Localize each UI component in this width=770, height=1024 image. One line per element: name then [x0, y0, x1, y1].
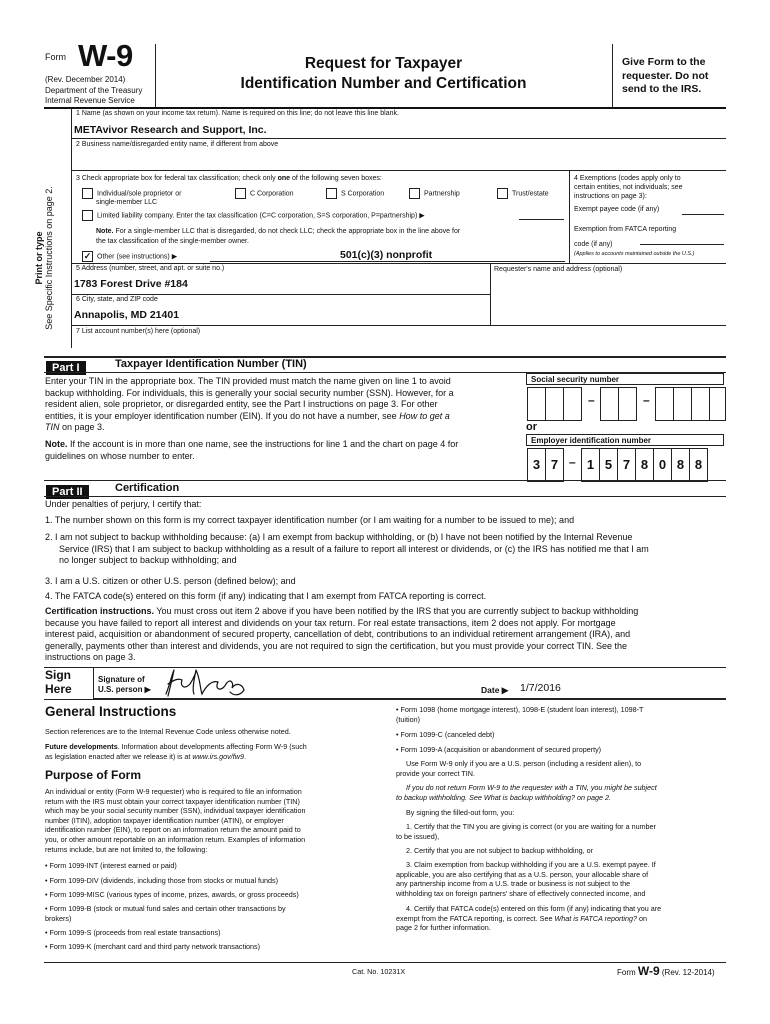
certify-item-1: 1. Certify that the TIN you are giving is correct (or you are waiting for a number to be issued),: [396, 822, 656, 841]
cert-item-2: 2. I am not subject to backup withholding because: (a) I am exempt from backup withholding, or (b) I have not been notified by the Internal Revenue Service (IRS) that I am subject to backup withholding as a result of a failure to report all interest or dividends, or (c) the IRS has notified me that I am no longer subject to backup withholding; and: [45, 532, 649, 565]
signature[interactable]: [160, 666, 250, 700]
line5-label: 5 Address (number, street, and apt. or suite no.): [76, 265, 225, 272]
checkbox-partnership[interactable]: [409, 188, 420, 199]
address-field[interactable]: 1783 Forest Drive #184: [74, 278, 188, 290]
requester-label: Requester's name and address (optional): [494, 266, 623, 273]
option-c-corp[interactable]: C Corporation: [235, 188, 294, 199]
purpose-title: Purpose of Form: [45, 768, 142, 782]
ssn-digit[interactable]: [563, 387, 582, 421]
part1-title: Taxpayer Identification Number (TIN): [115, 358, 307, 370]
certify-item-3: 3. Claim exemption from backup withholding if you are a U.S. exempt payee. If applicable, you are also certifying that as a U.S. person, your allocable share of any partnership income from a U.S. trade or business is not subject to the withholding tax on foreign partners' share of effectively connected income, and: [396, 860, 656, 898]
bullet-1099-b: • Form 1099-B (stock or mutual fund sales and certain other transactions by brokers): [45, 904, 286, 923]
option-individual[interactable]: Individual/sole proprietor or: [82, 188, 181, 199]
line1-label: 1 Name (as shown on your income tax return). Name is required on this line; do not leave this line blank.: [76, 110, 399, 117]
bullet-1099-div: • Form 1099-DIV (dividends, including those from stocks or mutual funds): [45, 876, 279, 885]
ein-digit[interactable]: 0: [653, 448, 672, 482]
signature-label: Signature of U.S. person ▶: [98, 675, 151, 694]
checkbox-llc[interactable]: [82, 210, 93, 221]
ein-digit[interactable]: 7: [545, 448, 564, 482]
department: Department of the Treasury: [45, 86, 143, 95]
bullet-1099-k: • Form 1099-K (merchant card and third party network transactions): [45, 942, 261, 951]
general-instructions-title: General Instructions: [45, 704, 177, 719]
form-label: Form: [45, 52, 66, 62]
ssn-dash: –: [588, 393, 595, 407]
bullet-1099-misc: • Form 1099-MISC (various types of income, prizes, awards, or gross proceeds): [45, 890, 299, 899]
date-field[interactable]: 1/7/2016: [520, 682, 561, 694]
by-signing-text: By signing the filled-out form, you:: [406, 808, 515, 817]
form-title: Request for Taxpayer Identification Number and Certification: [240, 55, 527, 92]
ein-digit[interactable]: 8: [671, 448, 690, 482]
ssn-digit[interactable]: [691, 387, 710, 421]
cert-instructions: Certification instructions. You must cross out item 2 above if you have been notified by the IRS that you are currently subject to backup withholding because you have failed to report all interest and dividends on your tax return. For real estate transactions, item 2 does not apply. For mortgage interest paid, acquisition or abandonment of secured property, cancellation of debt, contributions to an individual retirement arrangement (IRA), and generally, payments other than interest and dividends, you are not required to sign the certification, but you must provide your correct TIN. See the instructions on page 3.: [45, 606, 639, 662]
certify-item-2: 2. Certify that you are not subject to backup withholding, or: [406, 846, 593, 855]
option-individual-2: single-member LLC: [96, 199, 158, 206]
exempt-payee-label: Exempt payee code (if any): [574, 206, 660, 213]
ssn-dash: –: [643, 393, 650, 407]
ssn-digit[interactable]: [545, 387, 564, 421]
other-value[interactable]: 501(c)(3) nonprofit: [340, 249, 433, 261]
bullet-1099-a: • Form 1099-A (acquisition or abandonment of secured property): [396, 745, 602, 754]
fatca-label: Exemption from FATCA reporting code (if any): [574, 226, 677, 248]
fatca-applies: (Applies to accounts maintained outside the U.S.): [574, 251, 695, 257]
purpose-text: An individual or entity (Form W-9 requester) who is required to file an information return with the IRS must obtain your correct taxpayer identification number (TIN) which may be your social security number (SSN), individual taxpayer identification number (ITIN), adoption taxpayer identification number (ATIN), or employer identification number (EIN), to report on an information return the amount paid to you, or other amount reportable on an information return. Examples of information returns include, but are not limited to, the following:: [45, 787, 306, 854]
option-partnership[interactable]: Partnership: [409, 188, 460, 199]
checkbox-s-corp[interactable]: [326, 188, 337, 199]
section-references: Section references are to the Internal Revenue Code unless otherwise noted.: [45, 727, 291, 736]
bullet-1098: • Form 1098 (home mortgage interest), 1098-E (student loan interest), 1098-T (tuition): [396, 705, 644, 724]
name-field[interactable]: METAvivor Research and Support, Inc.: [74, 124, 267, 136]
option-s-corp[interactable]: S Corporation: [326, 188, 384, 199]
checkbox-trust[interactable]: [497, 188, 508, 199]
cert-item-4: 4. The FATCA code(s) entered on this form (if any) indicating that I am exempt from FATCA reporting is correct.: [45, 591, 487, 601]
option-other[interactable]: ✓ Other (see instructions) ▶: [83, 251, 178, 261]
bullet-1099-c: • Form 1099-C (canceled debt): [396, 730, 495, 739]
ssn-digit[interactable]: [618, 387, 637, 421]
exempt-payee-field[interactable]: [682, 214, 724, 215]
bullet-1099-s: • Form 1099-S (proceeds from real estate transactions): [45, 928, 221, 937]
line7-label: 7 List account number(s) here (optional): [76, 328, 201, 335]
ein-digit[interactable]: 3: [527, 448, 546, 482]
ein-dash: –: [569, 455, 576, 469]
checkbox-c-corp[interactable]: [235, 188, 246, 199]
part2-under: Under penalties of perjury, I certify that:: [45, 499, 202, 509]
give-form-notice: Give Form to the requester. Do not send to the IRS.: [622, 56, 709, 95]
or-label: or: [526, 421, 537, 433]
ein-digit[interactable]: 8: [635, 448, 654, 482]
ssn-digit[interactable]: [655, 387, 674, 421]
ein-label: Employer identification number: [526, 434, 724, 446]
ein-digit[interactable]: 8: [689, 448, 708, 482]
line3-note: Note. For a single-member LLC that is disregarded, do not check LLC; check the appropriate box in the line above for the tax classification of the single-member owner.: [96, 228, 461, 245]
revision-date: (Rev. December 2014): [45, 75, 126, 84]
line6-label: 6 City, state, and ZIP code: [76, 296, 158, 303]
cert-item-3: 3. I am a U.S. citizen or other U.S. person (defined below); and: [45, 576, 296, 586]
ein-digit[interactable]: 7: [617, 448, 636, 482]
line4-label: 4 Exemptions (codes apply only to certain entities, not individuals; see instructions on page 3):: [574, 175, 683, 200]
ssn-digit[interactable]: [527, 387, 546, 421]
ein-digit[interactable]: 1: [581, 448, 600, 482]
cert-item-1: 1. The number shown on this form is my correct taxpayer identification number (or I am waiting for a number to be issued to me); and: [45, 515, 575, 525]
agency: Internal Revenue Service: [45, 96, 135, 105]
backup-withholding-text: If you do not return Form W-9 to the requester with a TIN, you might be subject to backup withholding. See What is backup withholding? on page 2.: [396, 783, 657, 802]
date-label: Date ▶: [481, 685, 509, 695]
ssn-label: Social security number: [526, 373, 724, 385]
option-trust[interactable]: Trust/estate: [497, 188, 549, 199]
sign-here-label: Sign Here: [45, 668, 72, 696]
part2-title: Certification: [115, 482, 180, 494]
line3-label: 3 Check appropriate box for federal tax classification; check only one of the following seven boxes:: [76, 175, 382, 182]
ein-digit[interactable]: 5: [599, 448, 618, 482]
future-developments: Future developments. Information about developments affecting Form W-9 (such as legislation enacted after we release it) is at www.irs.gov/fw9.: [45, 742, 307, 761]
footer-form: Form W-9 (Rev. 12-2014): [617, 964, 715, 978]
ssn-digit[interactable]: [709, 387, 726, 421]
form-number: W-9: [78, 38, 133, 73]
line2-label: 2 Business name/disregarded entity name, if different from above: [76, 141, 279, 148]
side-instructions: Print or type See Specific Instructions on page 2.: [34, 186, 54, 330]
checkbox-other[interactable]: ✓: [83, 251, 92, 261]
part1-tag: Part I: [46, 358, 86, 376]
llc-classification-field[interactable]: [519, 219, 564, 220]
part1-note: Note. If the account is in more than one name, see the instructions for line 1 and the chart on page 4 for guidelines on whose number to enter.: [45, 439, 459, 461]
ssn-digit[interactable]: [600, 387, 619, 421]
fatca-field[interactable]: [640, 244, 724, 245]
city-state-zip-field[interactable]: Annapolis, MD 21401: [74, 309, 180, 321]
ssn-digit[interactable]: [673, 387, 692, 421]
part1-instructions: Enter your TIN in the appropriate box. The TIN provided must match the name given on line 1 to avoid backup withholding. For individuals, this is generally your social security number (SSN). However, for a resident alien, sole proprietor, or disregarded entity, see the Part I instructions on page 3. For other entities, it is your employer identification number (EIN). If you do not have a number, see How to get a TIN on page 3.: [45, 376, 454, 432]
certify-item-4: 4. Certify that FATCA code(s) entered on this form (if any) indicating that you are exempt from the FATCA reporting, is correct. See What is FATCA reporting? on page 2 for further information.: [396, 904, 662, 933]
use-form-text: Use Form W-9 only if you are a U.S. person (including a resident alien), to provide your correct TIN.: [396, 759, 642, 778]
part2-tag: Part II: [46, 482, 89, 500]
bullet-1099-int: • Form 1099-INT (interest earned or paid): [45, 861, 177, 870]
checkbox-individual[interactable]: [82, 188, 93, 199]
option-llc[interactable]: Limited liability company. Enter the tax classification (C=C corporation, S=S corporation, P=partnership) ▶: [82, 210, 425, 221]
cat-number: Cat. No. 10231X: [352, 967, 406, 976]
